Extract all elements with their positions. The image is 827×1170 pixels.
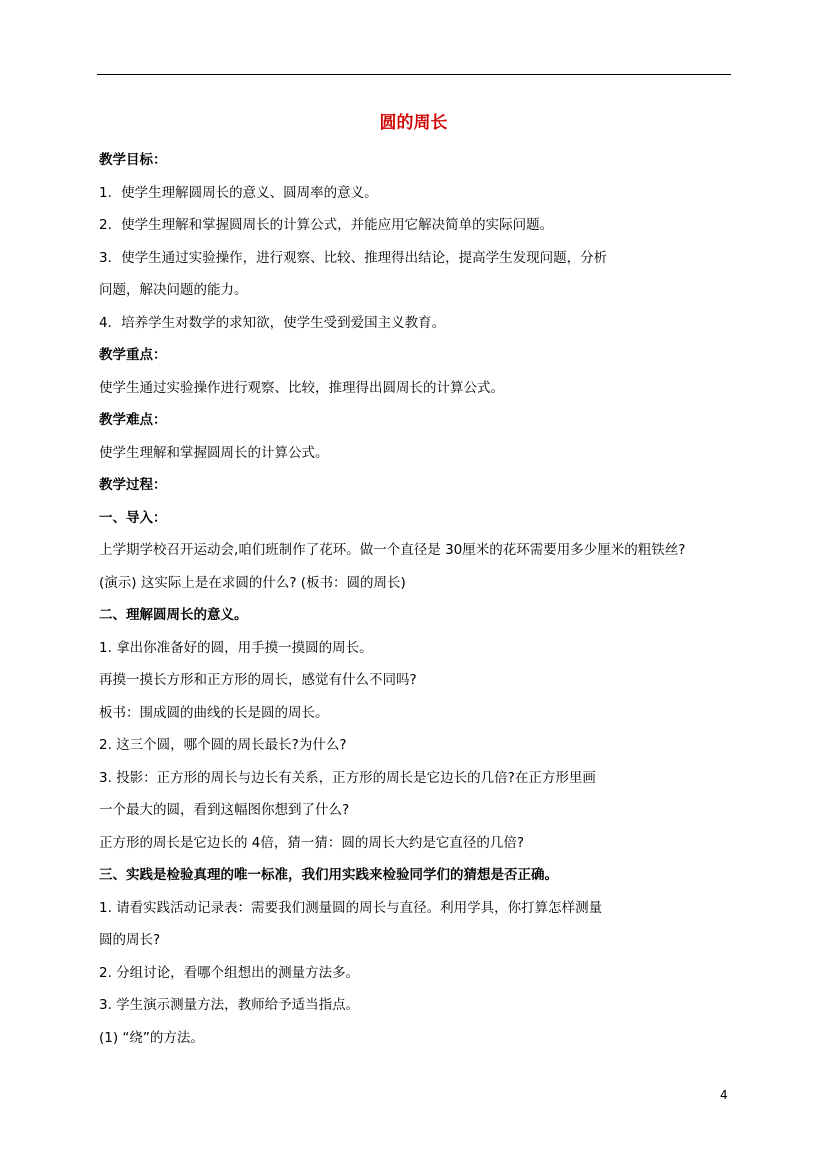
text-line: 1．使学生理解圆周长的意义、圆周率的意义。 (99, 185, 378, 201)
text-line: (演示) 这实际上是在求圆的什么? (板书：圆的周长) (99, 575, 406, 591)
text-line: 1. 拿出你准备好的圆，用手摸一摸圆的周长。 (99, 640, 373, 656)
text-line: 使学生理解和掌握圆周长的计算公式。 (99, 445, 329, 461)
text-line: 2．使学生理解和掌握圆周长的计算公式，并能应用它解决简单的实际问题。 (99, 217, 554, 233)
text-line: 板书：围成圆的曲线的长是圆的周长。 (99, 705, 329, 721)
text-line: (1) “绕”的方法。 (99, 1030, 204, 1046)
text-line: 2. 这三个圆，哪个圆的周长最长?为什么? (99, 737, 347, 753)
page-number: 4 (720, 1088, 728, 1102)
document-title: 圆的周长 (379, 113, 448, 133)
text-line: 再摸一摸长方形和正方形的周长，感觉有什么不同吗? (99, 672, 417, 688)
text-line: 教学过程： (99, 477, 167, 493)
text-line: 二、理解圆周长的意义。 (99, 607, 248, 623)
text-line: 圆的周长? (99, 932, 161, 948)
text-line: 3. 学生演示测量方法，教师给予适当指点。 (99, 997, 360, 1013)
text-line: 使学生通过实验操作进行观察、比较，推理得出圆周长的计算公式。 (99, 380, 504, 396)
text-line: 3．使学生通过实验操作，进行观察、比较、推理得出结论，提高学生发现问题，分析 (99, 250, 608, 266)
text-line: 3. 投影：正方形的周长与边长有关系，正方形的周长是它边长的几倍?在正方形里画 (99, 770, 596, 786)
text-line: 教学重点： (99, 347, 167, 363)
text-line: 1. 请看实践活动记录表：需要我们测量圆的周长与直径。利用学具，你打算怎样测量 (99, 900, 603, 916)
text-line: 教学难点： (99, 412, 167, 428)
text-line: 2. 分组讨论，看哪个组想出的测量方法多。 (99, 965, 360, 981)
text-line: 一、导入： (99, 510, 167, 526)
text-line: 三、实践是检验真理的唯一标准，我们用实践来检验同学们的猜想是否正确。 (99, 867, 558, 883)
text-line: 问题，解决问题的能力。 (99, 282, 248, 298)
text-line: 一个最大的圆，看到这幅图你想到了什么? (99, 802, 350, 818)
text-line: 4．培养学生对数学的求知欲，使学生受到爱国主义教育。 (99, 315, 446, 331)
header-rule (97, 74, 731, 75)
text-line: 正方形的周长是它边长的 4倍，猜一猜：圆的周长大约是它直径的几倍? (99, 835, 525, 851)
text-line: 教学目标： (99, 152, 167, 168)
text-line: 上学期学校召开运动会,咱们班制作了花环。做一个直径是 30厘米的花环需要用多少厘米的粗铁丝? (99, 542, 686, 558)
